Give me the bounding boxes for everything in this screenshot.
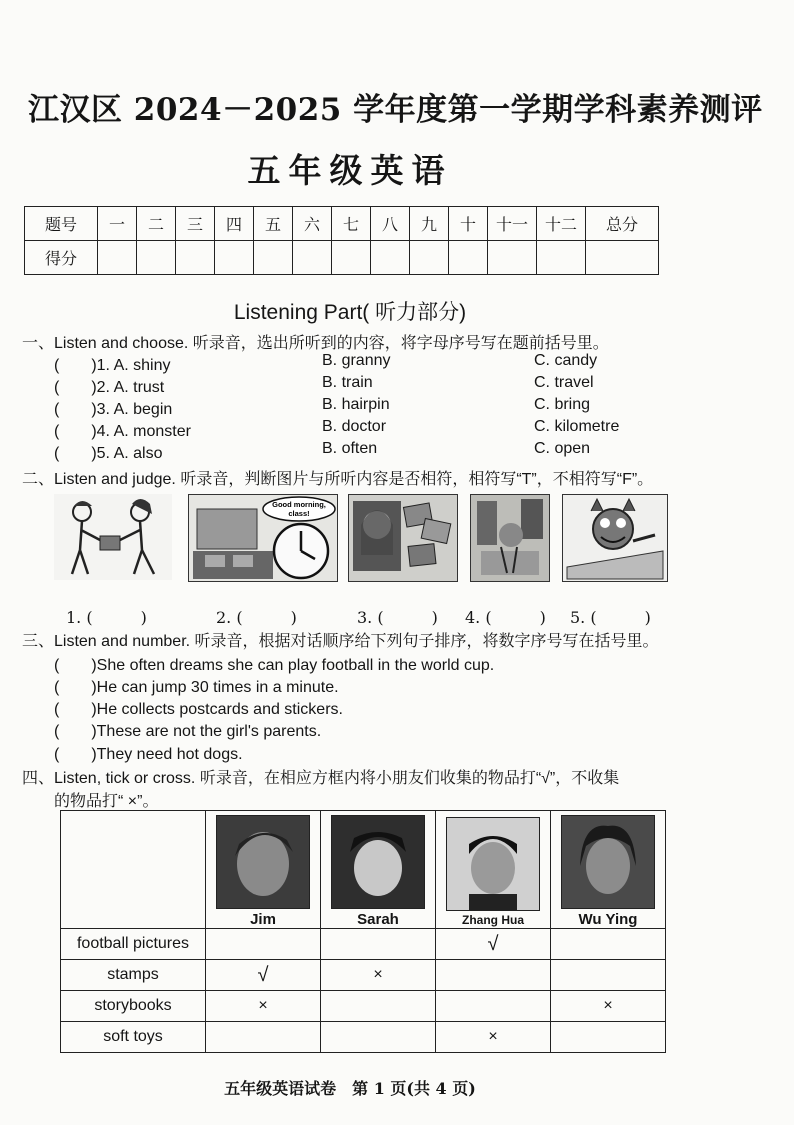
score-col: 三 [176,207,215,241]
score-cell[interactable] [293,241,332,275]
score-col: 十二 [537,207,586,241]
s3-item[interactable]: ( )He collects postcards and stickers. [54,701,343,718]
score-cell[interactable] [332,241,371,275]
item-label: soft toys [61,1022,206,1053]
collection-row-soft-toys [61,1022,666,1053]
collection-header-row [61,811,666,929]
score-cell-total[interactable] [586,241,659,275]
score-table-score-row [25,241,659,275]
picture-2-classroom-clock [188,494,338,582]
mark-cell[interactable] [206,1022,321,1053]
mark-cell[interactable] [551,929,666,960]
s1-item5-a[interactable]: ( )5. A. also [54,445,163,462]
score-cell[interactable] [254,241,293,275]
avatar [331,815,425,909]
mark-cell[interactable]: × [436,1022,551,1053]
exam-title: 江汉区 2024－2025 学年度第一学期学科素养测评 [28,92,763,128]
score-cell[interactable] [137,241,176,275]
mark-cell[interactable]: × [206,991,321,1022]
score-cell[interactable] [449,241,488,275]
s3-item[interactable]: ( )They need hot dogs. [54,746,243,763]
s3-item[interactable]: ( )These are not the girl's parents. [54,723,322,740]
judge-blank-2[interactable]: 2. ( ) [216,608,297,627]
person-zhang-hua [436,811,551,929]
mark-cell[interactable]: × [551,991,666,1022]
score-col: 一 [98,207,137,241]
zhang-hua-photo-icon [447,818,539,910]
collection-row-football-pictures [61,929,666,960]
s1-item1-c: C. candy [534,352,598,369]
s1-item4-b: B. doctor [322,418,387,435]
person-sarah [321,811,436,929]
speech-bubble-line1: Good morning, [272,500,326,509]
score-cell[interactable] [176,241,215,275]
section4-instruction-line1: 四、Listen, tick or cross. 听录音，在相应方框内将小朋友们收集的物品打“√”，不收集 [22,770,620,787]
score-cell[interactable] [98,241,137,275]
s1-item2-c: C. travel [534,374,594,391]
mark-cell[interactable] [551,960,666,991]
score-col: 六 [293,207,332,241]
person-name: Jim [250,911,276,928]
speech-bubble-line2: class! [288,509,310,518]
mark-cell[interactable] [551,1022,666,1053]
score-cell[interactable] [410,241,449,275]
item-label: storybooks [61,991,206,1022]
kids-illustration-icon [54,494,172,580]
exam-subject: 五年级英语 [247,151,453,190]
jim-photo-icon [217,816,309,908]
score-col: 十 [449,207,488,241]
s1-item4-c: C. kilometre [534,418,620,435]
s1-item4-a[interactable]: ( )4. A. monster [54,423,191,440]
person-jim [206,811,321,929]
score-col: 二 [137,207,176,241]
score-col: 九 [410,207,449,241]
item-label: football pictures [61,929,206,960]
mark-cell[interactable] [321,1022,436,1053]
picture-1-two-kids-basket [54,494,172,580]
score-col: 八 [371,207,410,241]
mark-cell[interactable] [436,991,551,1022]
section4-instruction-line2: 的物品打“ ×”。 [54,793,159,810]
s1-item5-c: C. open [534,440,591,457]
score-col-total: 总分 [586,207,659,241]
judge-blank-3[interactable]: 3. ( ) [357,608,438,627]
score-cell[interactable] [371,241,410,275]
sarah-photo-icon [332,816,424,908]
street-scene-icon [471,495,549,581]
score-table-header-row [25,207,659,241]
avatar [216,815,310,909]
item-label: stamps [61,960,206,991]
mark-cell[interactable] [321,991,436,1022]
score-row-label: 题号 [25,207,98,241]
s1-item1-b: B. granny [322,352,391,369]
judge-blank-1[interactable]: 1. ( ) [66,608,147,627]
mark-cell[interactable]: × [321,960,436,991]
score-col: 七 [332,207,371,241]
avatar [561,815,655,909]
score-table [24,206,659,275]
section1-instruction: 一、Listen and choose. 听录音，选出所听到的内容，将字母序号写在题前括号里。 [22,335,609,352]
picture-5-monster-on-bed [562,494,668,582]
listening-part-title: Listening Part( 听力部分) [233,301,467,324]
score-row-label: 得分 [25,241,98,275]
picture-3-girl-photos [348,494,458,582]
picture-4-street-scene [470,494,550,582]
s1-item2-b: B. train [322,374,373,391]
collection-corner-cell [61,811,206,929]
section3-instruction: 三、Listen and number. 听录音，根据对话顺序给下列句子排序，将数字序号写在括号里。 [22,633,659,650]
avatar [446,817,540,911]
mark-cell[interactable]: √ [436,929,551,960]
collection-row-storybooks [61,991,666,1022]
score-cell[interactable] [488,241,537,275]
judge-blank-5[interactable]: 5. ( ) [570,608,651,627]
person-wu-ying [551,811,666,929]
s1-item5-b: B. often [322,440,378,457]
score-cell[interactable] [215,241,254,275]
score-cell[interactable] [537,241,586,275]
mark-cell[interactable]: √ [206,960,321,991]
wu-ying-photo-icon [562,816,654,908]
s1-item3-b: B. hairpin [322,396,390,413]
monster-dream-icon [563,495,667,581]
person-name: Sarah [357,911,399,928]
person-name: Zhang Hua [462,912,524,927]
collection-row-stamps [61,960,666,991]
s1-item3-c: C. bring [534,396,591,413]
section2-instruction: 二、Listen and judge. 听录音，判断图片与所听内容是否相符，相符写“T”，不相符写“F”。 [22,471,654,488]
mark-cell[interactable] [321,929,436,960]
person-name: Wu Ying [578,911,638,928]
girl-with-postcards-icon [349,495,457,581]
score-col: 四 [215,207,254,241]
s3-item[interactable]: ( )She often dreams she can play football in the world cup. [54,657,495,674]
page-footer: 五年级英语试卷 第 1 页(共 4 页) [224,1079,476,1098]
mark-cell[interactable] [206,929,321,960]
score-col: 五 [254,207,293,241]
s3-item[interactable]: ( )He can jump 30 times in a minute. [54,679,339,696]
classroom-illustration-icon [189,495,337,581]
s1-item3-a[interactable]: ( )3. A. begin [54,401,173,418]
s1-item2-a[interactable]: ( )2. A. trust [54,379,165,396]
collection-table [60,810,666,1053]
s1-item1-a[interactable]: ( )1. A. shiny [54,357,171,374]
score-col: 十一 [488,207,537,241]
judge-blank-4[interactable]: 4. ( ) [465,608,546,627]
mark-cell[interactable] [436,960,551,991]
